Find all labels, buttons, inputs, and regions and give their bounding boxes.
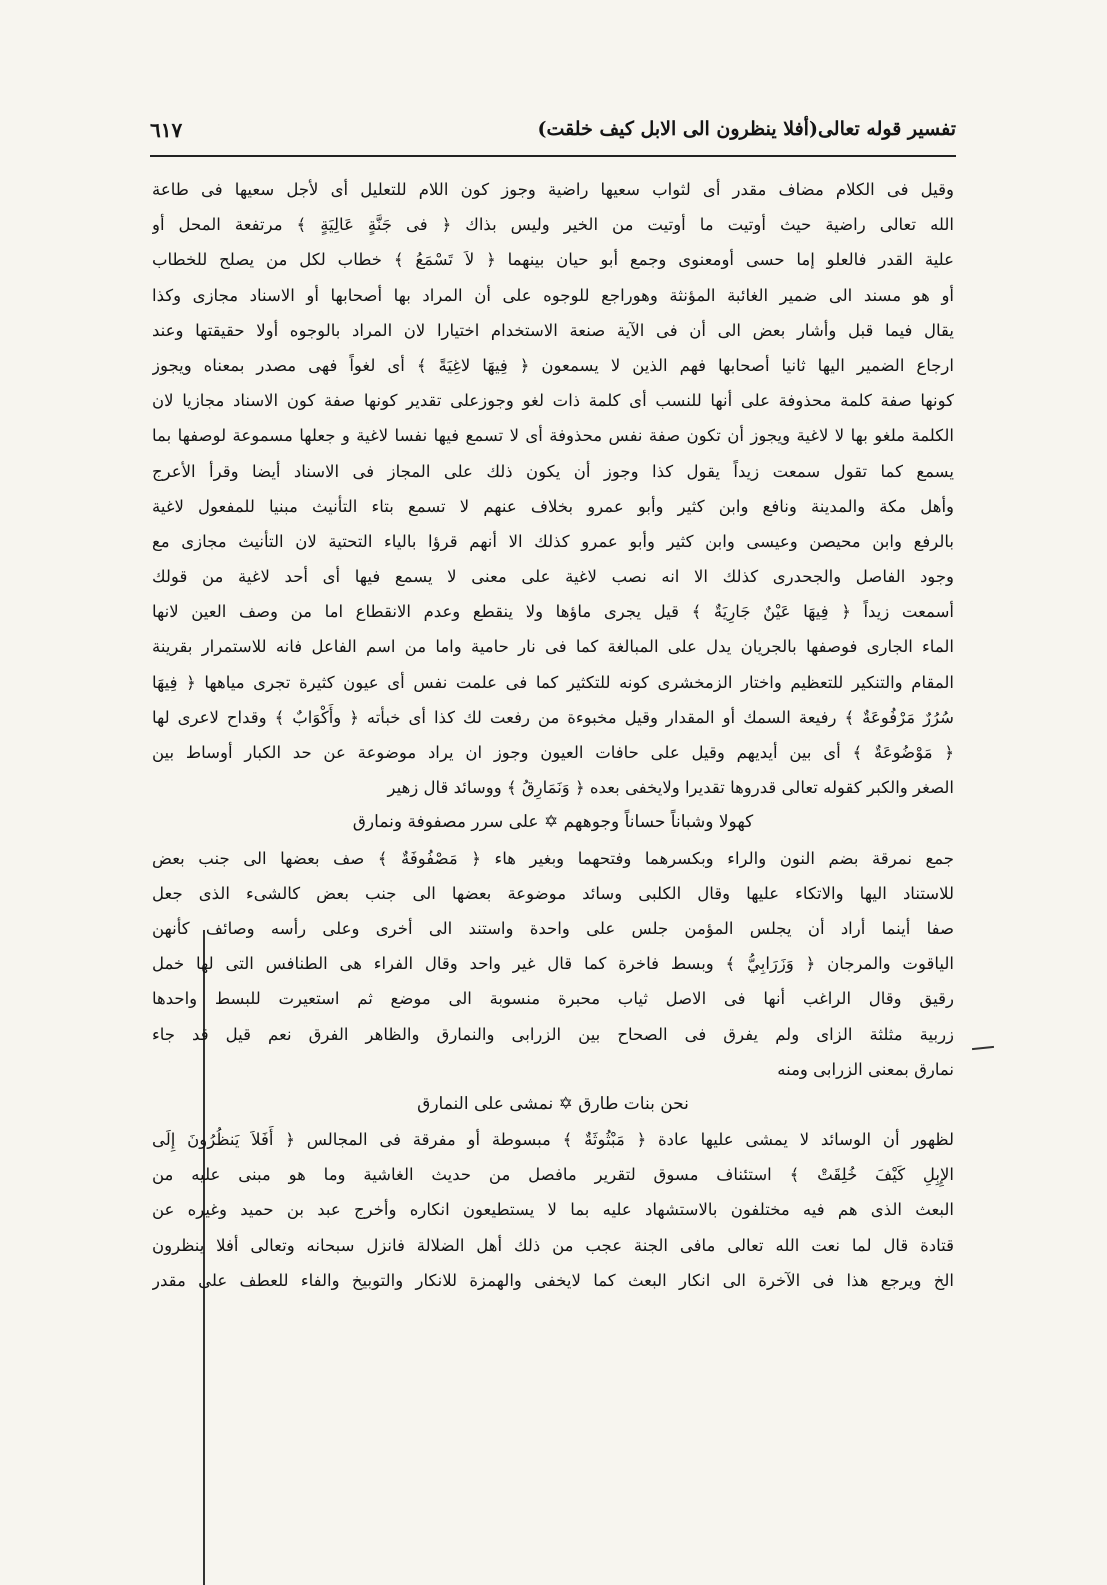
text-line: الإِبِلِ كَيْفَ خُلِقَتْ ﴾ استئناف مسوق لتقرير مافصل من حديث الغاشية وما هو مبنى عليه من [152,1165,954,1185]
text-line: الصغر والكبر كقوله تعالى قدروها تقديرا ولايخفى بعده ﴿ وَنَمَارِقُ ﴾ ووسائد قال زهير [387,778,954,798]
text-line: لظهور أن الوسائد لا يمشى عليها عادة ﴿ مَبْثُوثَةٌ ﴾ مبسوطة أو مفرقة فى المجالس ﴿ أَفَلاَ يَنظُرُونَ إِلَى [152,1130,954,1150]
text-line: المقام والتنكير للتعظيم واختار الزمخشرى كونه للتكثير كما فى علمت نفس أى عيون كثيرة تجرى مياهها ﴿ فِيهَا [152,672,954,692]
text-line: الكلمة ملغو بها لا لاغية ويجوز أن تكون صفة نفس محذوفة أى لا تسمع فيها نفسا لاغية و جعلها مسموعة لوصفها بما [152,426,954,446]
page-header [150,112,956,152]
header-rule [150,155,956,157]
text-line: صفا أينما أراد أن يجلس المؤمن جلس على واحدة واستند الى أخرى وعلى رأسه وصائف كأنهن [152,918,954,938]
text-line: ﴿ مَوْضُوعَةٌ ﴾ أى بين أيديهم وقيل على حافات العيون وجوز ان يراد موضوعة عن حد الكبار أوساط بين [152,743,954,762]
text-line: أسمعت زيداً ﴿ فِيهَا عَيْنٌ جَارِيَةٌ ﴾ قيل يجرى ماؤها ولا ينقطع وعدم الانقطاع اما من وصف العين لانها [152,602,954,622]
verse-line: نحن بنات طارق ✡ نمشى على النمارق [417,1093,689,1114]
text-line: وجود الفاصل والجحدرى كذلك الا انه نصب لاغية على معنى لا يسمع فيها أى أحد لاغية من قولك [152,567,954,587]
text-line: الله تعالى راضية حيث أوتيت ما أوتيت من الخير وليس بذاك ﴿ فى جَنَّةٍ عَالِيَةٍ ﴾ مرتفعة المحل أو [152,215,954,235]
page-number: ٦١٧ [150,118,183,142]
text-line: الماء الجارى فوصفها بالجريان يدل على المبالغة كما فى نار حامية واما من اسم الفاعل فانه للاستمرار بقرينة [152,637,954,657]
text-line: كونها صفة كلمة محذوفة على أنها للنسب أى كلمة ذات لغو وجوزعلى تقدير كونها صفة كون الاسناد مجازيا لان [152,391,954,411]
text-line: الياقوت والمرجان ﴿ وَزَرَابِيُّ ﴾ وبسط فاخرة كما قال غير واحد وقال الفراء هى الطنافس التى لها خمل [152,954,954,974]
text-line: رقيق وقال الراغب أنها فى الاصل ثياب محبرة منسوبة الى موضع ثم استعيرت للبسط واحدها [152,989,954,1009]
running-title: تفسير قوله تعالى(أفلا ينظرون الى الابل كيف خلقت) [537,118,956,140]
margin-mark [972,1046,994,1050]
text-line: علية القدر فالعلو إما حسى أومعنوى وجمع أبو حيان بينهما ﴿ لاَ تَسْمَعُ ﴾ خطاب لكل من يصلح للخطاب [152,250,954,270]
text-line: الخ ويرجع هذا فى الآخرة الى انكار البعث كما لايخفى والهمزة للانكار والتوبيخ والفاء للعطف على مقدر [152,1270,954,1290]
text-line: للاستناد اليها والاتكاء عليها وقال الكلبى وسائد موضوعة بعضها الى جنب بعض كالشىء الذى جعل [152,883,954,903]
text-line: يسمع كما تقول سمعت زيداً يقول كذا وجوز أن يكون ذلك على المجاز فى الاسناد أيضا وقرأ الأعرج [152,461,954,481]
text-line: أو هو مسند الى ضمير الغائبة المؤنثة وهوراجع للوجوه على أن المراد بها أصحابها أو الاسناد مجازى وكذا [152,285,954,305]
text-line: سُرُرٌ مَرْفُوعَةٌ ﴾ رفيعة السمك أو المقدار وقيل مخبوءة من رفعت لك كذا أى خبأته ﴿ وأَكْوَابٌ ﴾ وقداح لاعرى لها [152,707,954,727]
text-line: البعث الذى هم فيه مختلفون بالاستشهاد عليه بما لا يستطيعون انكاره وأخرج عبد بن حميد وغيره عن [152,1200,954,1220]
text-line: قتادة قال لما نعت الله تعالى مافى الجنة عجب من ذلك أهل الضلالة فانزل سبحانه وتعالى أفلا ينظرون [152,1235,954,1255]
text-line: زربية مثلثة الزاى ولم يفرق فى الصحاح بين الزرابى والنمارق والظاهر الفرق نعم قيل قد جاء [152,1024,954,1044]
verse-line: كهولا وشباناً حساناً وجوههم ✡ على سرر مصفوفة ونمارق [352,812,754,833]
body-text [152,172,954,1298]
text-line: وأهل مكة والمدينة ونافع وابن كثير وأبو عمرو بخلاف عنهم لا تسمع بتاء التأنيث مبنيا للمفعول لاغية [152,496,954,516]
text-line: ارجاع الضمير اليها ثانيا أصحابها فهم الذين لا يسمعون ﴿ فِيهَا لاغِيَةً ﴾ أى لغواً فهى مصدر بمعناه ويجوز [152,355,954,375]
text-line: يقال فيما قبل وأشار بعض الى أن فى الآية صنعة الاستخدام اختيارا لان المراد بالوجوه أولا حقيقتها وعند [152,320,954,340]
text-line: بالرفع وابن محيصن وعيسى وابن كثير وأبو عمرو كذلك الا أنهم قرؤا بالياء التحتية لان التأنيث مجازى مع [152,531,954,551]
text-line: جمع نمرقة بضم النون والراء وبكسرهما وفتحهما وبغير هاء ﴿ مَصْفُوفَةٌ ﴾ صف بعضها الى جنب بعض [152,848,954,868]
text-line: نمارق بمعنى الزرابى ومنه [777,1059,954,1079]
text-line: وقيل فى الكلام مضاف مقدر أى لثواب سعيها راضية وجوز كون اللام للتعليل أى لأجل سعيها فى طاعة [152,180,954,199]
